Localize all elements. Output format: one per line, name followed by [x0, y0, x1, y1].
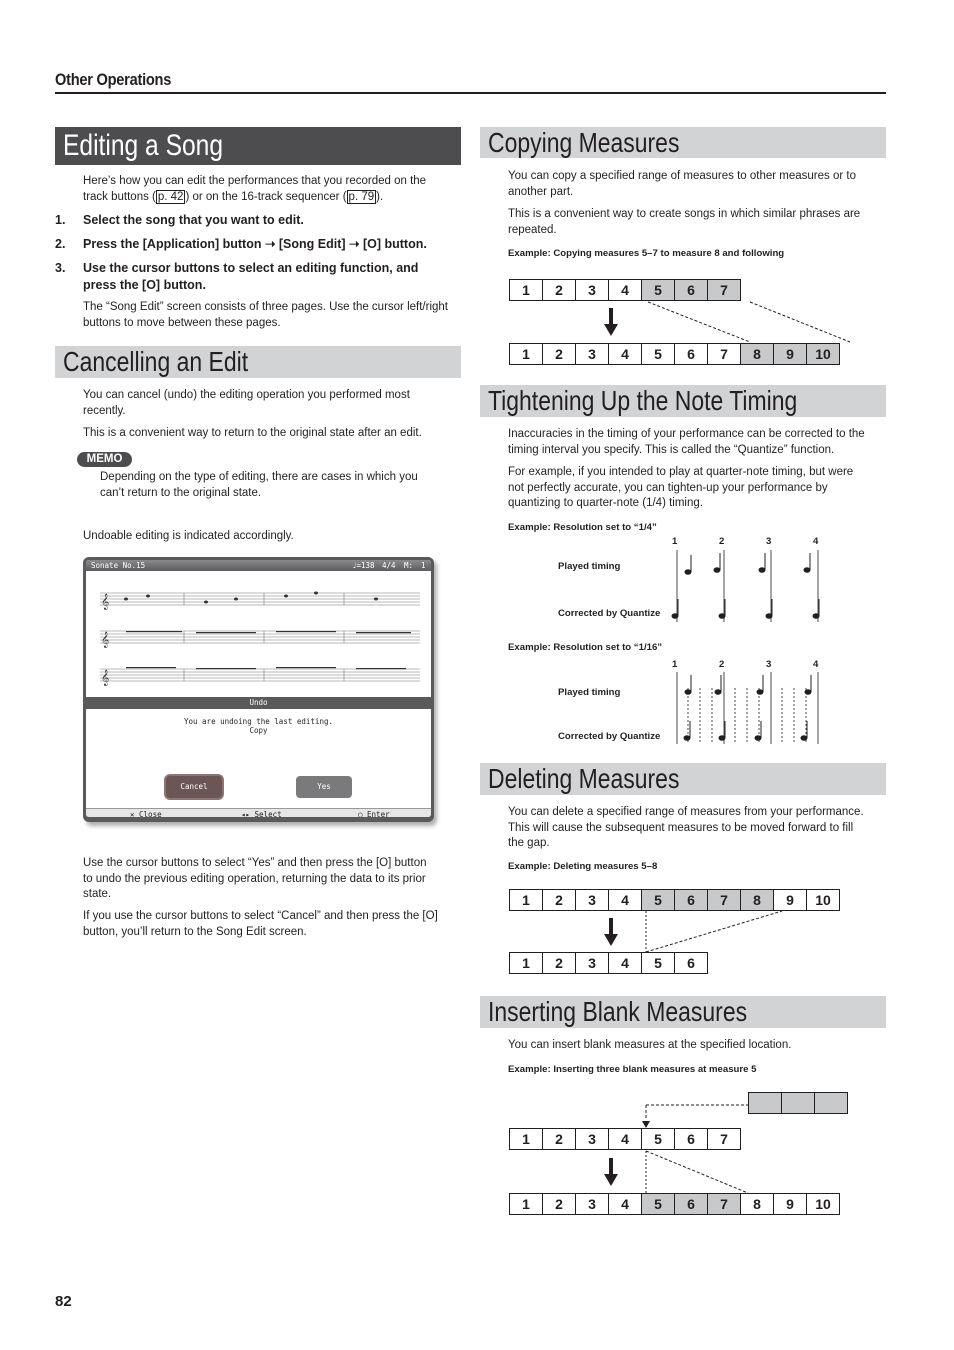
delete-example-label: Example: Deleting measures 5–8 — [508, 861, 658, 872]
yes-instructions: Use the cursor buttons to select “Yes” and then press the [O] button to undo the previous editing operation, returning the data to its prior state. — [83, 857, 427, 900]
header-rule — [55, 92, 886, 94]
measure-cell: 5 — [641, 1193, 675, 1215]
measure-cell: 4 — [608, 1128, 642, 1150]
insert-paragraph: You can insert blank measures at the specified location. — [508, 1039, 792, 1051]
measure-cell: 6 — [674, 1193, 708, 1215]
memo-badge: MEMO — [77, 452, 132, 467]
measure-cell: 3 — [575, 1193, 609, 1215]
delete-result-row — [510, 952, 708, 974]
quantize-example-1: Example: Resolution set to “1/4” — [508, 522, 657, 533]
measure-cell: 4 — [608, 279, 642, 301]
inserting-measures-heading: Inserting Blank Measures — [480, 996, 886, 1028]
select-hint[interactable]: ◂▸ Select — [241, 810, 282, 817]
measure-cell: 2 — [542, 279, 576, 301]
quantize-1-16-diagram — [670, 670, 830, 746]
editing-song-heading: Editing a Song — [55, 127, 461, 165]
measure-cell: 7 — [707, 1128, 741, 1150]
measure-cell: 1 — [509, 343, 543, 365]
measure-cell: 1 — [509, 889, 543, 911]
measure-cell: 4 — [608, 1193, 642, 1215]
measure-cell: 6 — [674, 889, 708, 911]
measure-cell: 2 — [542, 1128, 576, 1150]
measure-cell: 1 — [509, 1193, 543, 1215]
measure-cell: 2 — [542, 1193, 576, 1215]
measure-cell: 5 — [641, 1128, 675, 1150]
quantize-1-4-diagram — [670, 548, 830, 624]
measure-cell: 8 — [740, 1193, 774, 1215]
measure-cell: 2 — [542, 952, 576, 974]
song-name: Sonate No.15 — [91, 561, 146, 570]
undo-message: You are undoing the last editing. — [183, 717, 333, 726]
delete-paragraph: You can delete a specified range of measures from your performance. This will cause the subsequent measures to be moved forward to fill the gap. — [508, 806, 864, 849]
played-timing-label: Played timing — [558, 561, 621, 572]
measure-cell: 1 — [509, 1128, 543, 1150]
copy-result-row — [510, 343, 840, 365]
quantize-paragraph: Inaccuracies in the timing of your performance can be corrected to the timing interval you specify. This is called the “Quantize” function. — [508, 428, 865, 456]
close-hint[interactable]: ✕ Close — [130, 810, 162, 817]
measure-cell: 7 — [707, 279, 741, 301]
yes-button[interactable]: Yes — [296, 776, 352, 798]
measure-cell: 7 — [707, 343, 741, 365]
section-header: Other Operations — [55, 70, 172, 89]
step-3: 3. Use the cursor buttons to select an editing function, and press the [O] button. — [55, 261, 419, 292]
copy-source-row — [510, 279, 741, 301]
svg-text:𝄞: 𝄞 — [101, 670, 110, 686]
measure-label: M: — [404, 561, 414, 570]
corrected-label: Corrected by Quantize — [558, 731, 661, 742]
undo-screen — [83, 557, 434, 822]
insert-arrows — [500, 1100, 860, 1196]
measure-cell: 5 — [641, 279, 675, 301]
copy-arrows — [500, 300, 860, 344]
delete-source-row — [510, 889, 840, 911]
cancelling-edit-heading: Cancelling an Edit — [55, 346, 461, 378]
screen-title-bar — [86, 560, 431, 571]
measure-cell: 10 — [806, 343, 840, 365]
copy-example-label: Example: Copying measures 5–7 to measure 8 and following — [508, 248, 785, 259]
corrected-label: Corrected by Quantize — [558, 608, 661, 619]
beat-label: 1 — [672, 536, 678, 547]
measure-cell: 5 — [641, 343, 675, 365]
copy-paragraph-2: This is a convenient way to create songs in which similar phrases are repeated. — [508, 208, 861, 236]
score-staves — [86, 571, 431, 697]
insert-result-row — [510, 1193, 840, 1215]
cancel-paragraph-2: This is a convenient way to return to the original state after an edit. — [83, 427, 422, 439]
meter: 4/4 — [382, 561, 396, 570]
deleting-measures-heading: Deleting Measures — [480, 763, 886, 795]
beat-label: 3 — [766, 659, 772, 670]
quantize-paragraph-2: For example, if you intended to play at quarter-note timing, but were not perfectly accurate, you can tighten-up your performance by quantizing to quarter-note (1/4) timing. — [508, 466, 854, 509]
memo-text: Depending on the type of editing, there are cases in which you can’t return to the original state. — [100, 471, 418, 499]
measure-cell: 3 — [575, 279, 609, 301]
measure-number: 1 — [421, 561, 426, 570]
page-ref-link[interactable]: p. 79 — [348, 190, 375, 203]
measure-cell: 1 — [509, 279, 543, 301]
copying-measures-heading: Copying Measures — [480, 127, 886, 158]
beat-label: 2 — [719, 659, 725, 670]
cancel-button[interactable]: Cancel — [166, 776, 222, 798]
insert-example-label: Example: Inserting three blank measures at measure 5 — [508, 1064, 757, 1075]
measure-cell: 2 — [542, 343, 576, 365]
measure-cell: 10 — [806, 889, 840, 911]
measure-cell: 3 — [575, 889, 609, 911]
svg-text:𝄞: 𝄞 — [101, 632, 110, 648]
measure-cell: 6 — [674, 1128, 708, 1150]
editing-intro: Here’s how you can edit the performances that you recorded on the track buttons ( p. 42 ) or on the 16-track sequencer ( p. 79 ). — [83, 175, 427, 203]
measure-cell: 10 — [806, 1193, 840, 1215]
measure-cell: 7 — [707, 1193, 741, 1215]
svg-text:𝄞: 𝄞 — [101, 594, 110, 610]
copy-paragraph: You can copy a specified range of measures to other measures or to another part. — [508, 170, 856, 198]
measure-cell: 5 — [641, 952, 675, 974]
measure-cell: 6 — [674, 343, 708, 365]
beat-label: 4 — [813, 536, 819, 547]
cancel-paragraph: You can cancel (undo) the editing operation you performed most recently. — [83, 389, 410, 417]
measure-cell: 9 — [773, 889, 807, 911]
measure-cell: 9 — [773, 343, 807, 365]
undo-dialog-title: Undo — [86, 697, 431, 709]
measure-cell: 3 — [575, 343, 609, 365]
measure-cell: 4 — [608, 343, 642, 365]
measure-cell: 2 — [542, 889, 576, 911]
measure-cell: 8 — [740, 343, 774, 365]
beat-label: 4 — [813, 659, 819, 670]
quantize-heading: Tightening Up the Note Timing — [480, 385, 886, 417]
played-timing-label: Played timing — [558, 687, 621, 698]
delete-arrows — [500, 910, 860, 954]
screen-footer — [86, 808, 431, 817]
measure-cell: 9 — [773, 1193, 807, 1215]
measure-cell: 3 — [575, 952, 609, 974]
quantize-example-2: Example: Resolution set to “1/16” — [508, 642, 663, 653]
page-number: 82 — [55, 1293, 72, 1310]
beat-label: 3 — [766, 536, 772, 547]
measure-cell: 8 — [740, 889, 774, 911]
beat-label: 1 — [672, 659, 678, 670]
measure-cell: 1 — [509, 952, 543, 974]
undoable-note: Undoable editing is indicated accordingly. — [83, 530, 294, 542]
measure-cell: 5 — [641, 889, 675, 911]
measure-cell: 6 — [674, 279, 708, 301]
measure-cell: 4 — [608, 889, 642, 911]
measure-cell: 3 — [575, 1128, 609, 1150]
measure-cell: 7 — [707, 889, 741, 911]
beat-label: 2 — [719, 536, 725, 547]
tempo: ♩=138 — [352, 561, 375, 570]
song-edit-note: The “Song Edit” screen consists of three pages. Use the cursor left/right buttons to move between these pages. — [83, 301, 448, 329]
page-ref-link[interactable]: p. 42 — [157, 190, 184, 203]
cancel-instructions: If you use the cursor buttons to select “Cancel” and then press the [O] button, you’ll return to the Song Edit screen. — [83, 910, 438, 938]
measure-cell: 4 — [608, 952, 642, 974]
enter-hint[interactable]: ◯ Enter — [358, 810, 390, 817]
undo-edit-type: Copy — [249, 726, 268, 735]
measure-cell: 6 — [674, 952, 708, 974]
